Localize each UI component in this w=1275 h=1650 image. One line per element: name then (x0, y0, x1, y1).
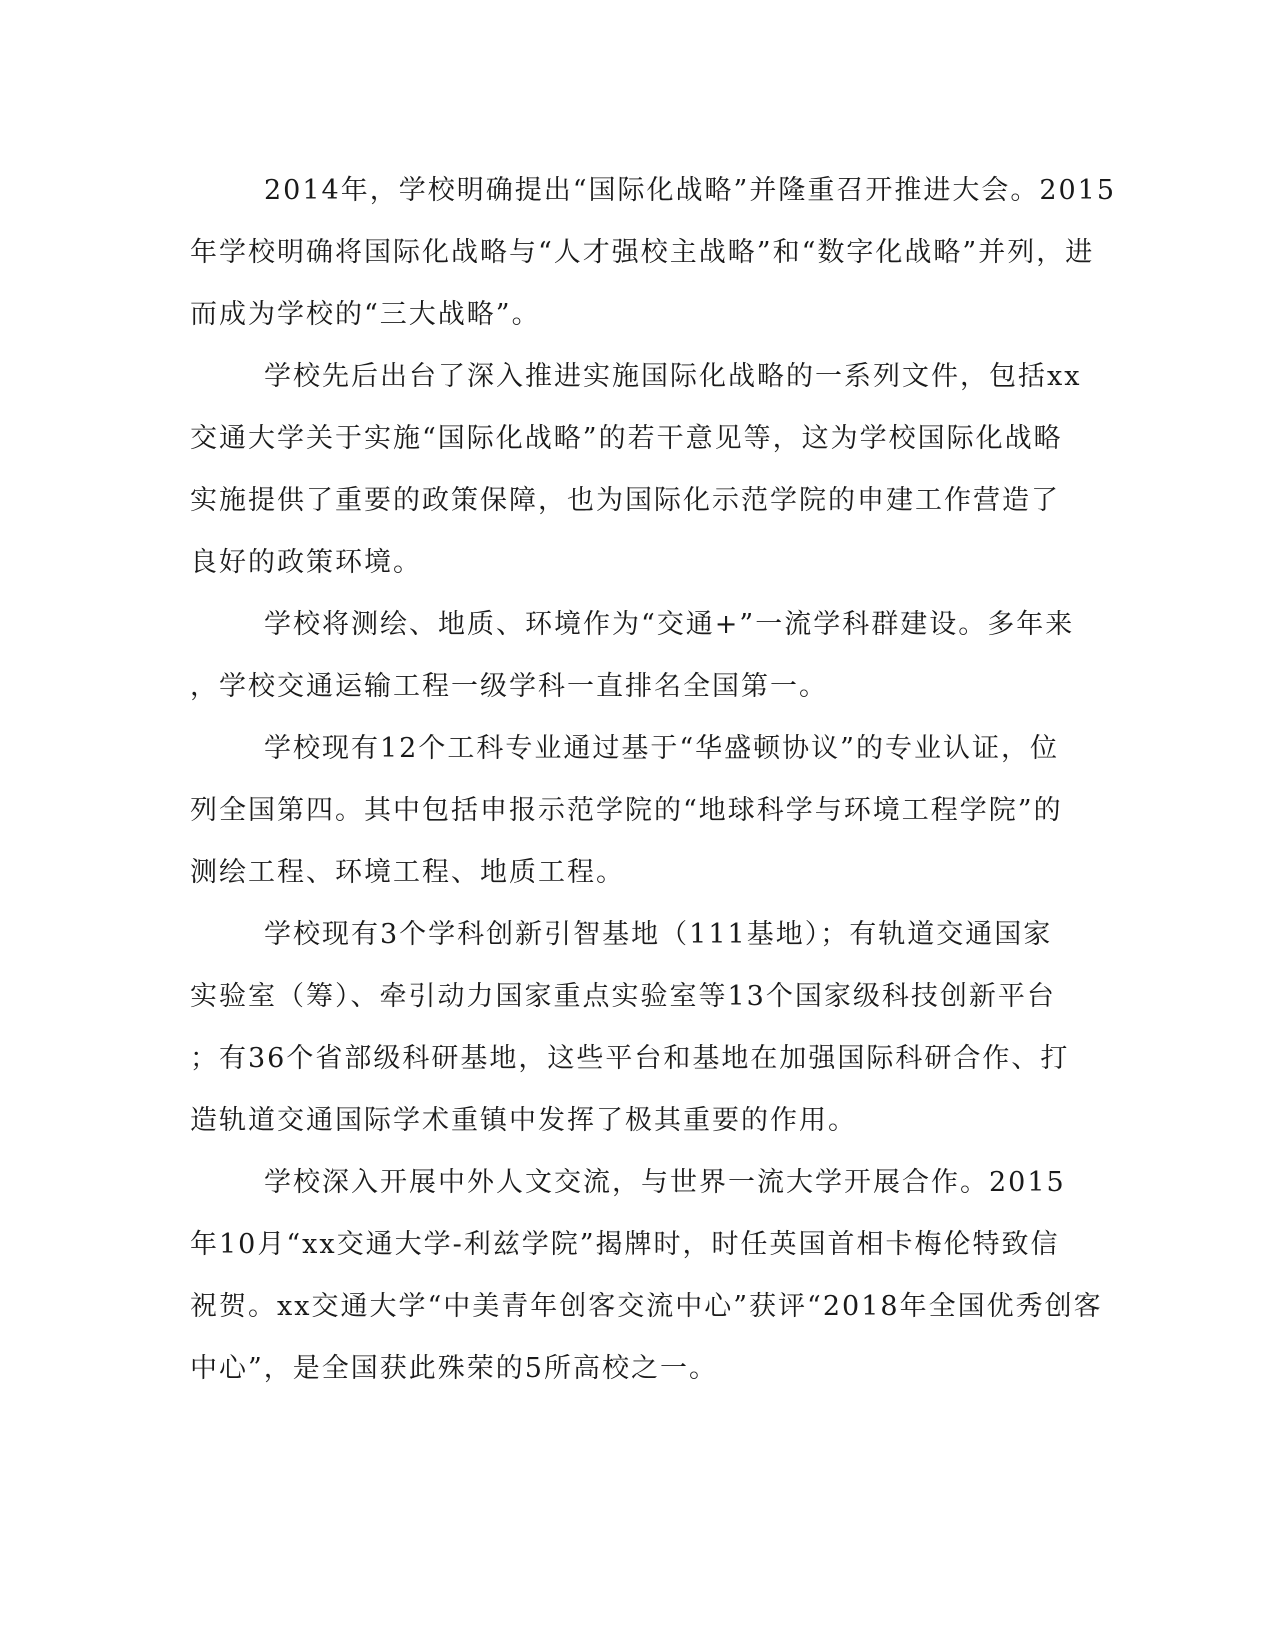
paragraph-research-platforms (190, 904, 1085, 1152)
paragraph-policy (190, 346, 1085, 594)
paragraph-line: 学校现有12个工科专业通过基于“华盛顿协议”的专业认证，位 (264, 733, 1059, 764)
paragraph-line: 造轨道交通国际学术重镇中发挥了极其重要的作用。 (190, 1105, 857, 1136)
document-body (190, 160, 1117, 1400)
paragraph-line: 学校现有3个学科创新引智基地（111基地）；有轨道交通国家 (264, 919, 1053, 950)
paragraph-exchange (190, 1152, 1103, 1400)
paragraph-line: 学校将测绘、地质、环境作为“交通+”一流学科群建设。多年来 (264, 609, 1075, 640)
paragraph-strategy (190, 160, 1117, 346)
paragraph-line: 中心”，是全国获此殊荣的5所高校之一。 (190, 1353, 718, 1384)
paragraph-line: 列全国第四。其中包括申报示范学院的“地球科学与环境工程学院”的 (190, 795, 1063, 826)
paragraph-line: 交通大学关于实施“国际化战略”的若干意见等，这为学校国际化战略 (190, 423, 1063, 454)
paragraph-line: 学校先后出台了深入推进实施国际化战略的一系列文件，包括xx (264, 361, 1082, 392)
paragraph-line: 测绘工程、环境工程、地质工程。 (190, 857, 625, 888)
paragraph-line: 祝贺。xx交通大学“中美青年创客交流中心”获评“2018年全国优秀创客 (190, 1291, 1103, 1322)
paragraph-line: 而成为学校的“三大战略”。 (190, 299, 541, 330)
paragraph-line: ；有36个省部级科研基地，这些平台和基地在加强国际科研合作、打 (190, 1043, 1070, 1074)
paragraph-line: 良好的政策环境。 (190, 547, 422, 578)
paragraph-line: 实施提供了重要的政策保障，也为国际化示范学院的申建工作营造了 (190, 485, 1060, 516)
paragraph-line: 2014年，学校明确提出“国际化战略”并隆重召开推进大会。2015 (264, 175, 1117, 206)
paragraph-line: 学校深入开展中外人文交流，与世界一流大学开展合作。2015 (264, 1167, 1066, 1198)
paragraph-line: 年学校明确将国际化战略与“人才强校主战略”和“数字化战略”并列，进 (190, 237, 1095, 268)
paragraph-line: 年10月“xx交通大学-利兹学院”揭牌时，时任英国首相卡梅伦特致信 (190, 1229, 1060, 1260)
paragraph-line: ，学校交通运输工程一级学科一直排名全国第一。 (190, 671, 828, 702)
paragraph-disciplines (190, 594, 1085, 718)
paragraph-accreditation (190, 718, 1085, 904)
paragraph-line: 实验室（筹）、牵引动力国家重点实验室等13个国家级科技创新平台 (190, 981, 1056, 1012)
